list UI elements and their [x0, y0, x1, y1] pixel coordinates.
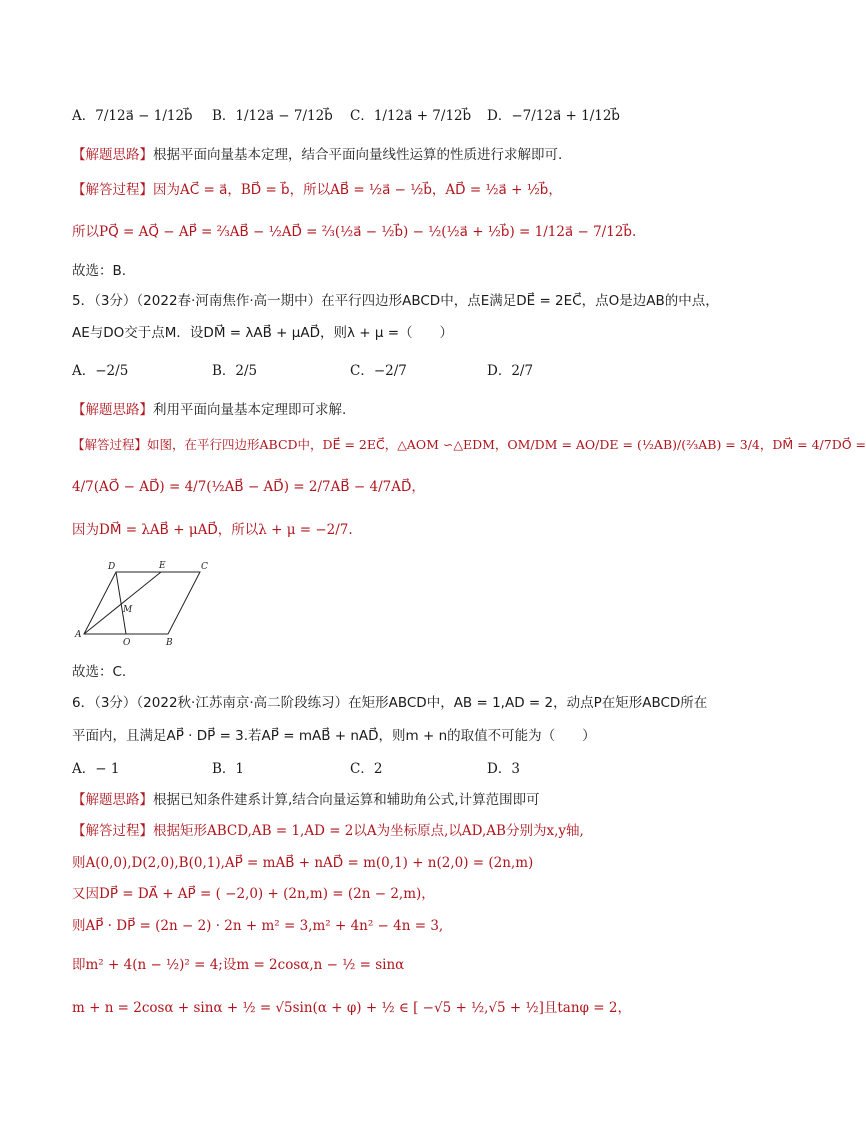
segment-ae	[84, 572, 161, 634]
idea-text: 根据平面向量基本定理，结合平面向量线性运算的性质进行求解即可.	[153, 147, 563, 163]
q4-option-b[interactable]: B．1/12a⃗ − 7/12b⃗	[212, 108, 333, 124]
process-tag: 【解答过程】	[72, 182, 153, 198]
segment-do	[116, 572, 126, 634]
q6-process-line-2: 则A(0,0),D(2,0),B(0,1),AP⃗ = mAB⃗ + nAD⃗ = m(0,1) + n(2,0) = (2n,m)	[72, 855, 534, 871]
idea-text: 利用平面向量基本定理即可求解.	[153, 402, 347, 418]
q6-option-c[interactable]: C．2	[350, 761, 383, 777]
parallelogram-abcd	[84, 572, 200, 634]
q6-option-d[interactable]: D．3	[487, 761, 520, 777]
q5-process-line-3: 因为DM⃗ = λAB⃗ + μAD⃗，所以λ + μ = −2/7.	[72, 522, 353, 538]
idea-tag: 【解题思路】	[72, 402, 153, 418]
q4-process-line-1	[72, 180, 732, 200]
process-tag: 【解答过程】	[72, 437, 148, 452]
process-text: 根据矩形ABCD,AB = 1,AD = 2以A为坐标原点,以AD,AB分别为x,y轴,	[153, 823, 584, 839]
q5-option-d[interactable]: D．2/7	[487, 363, 534, 379]
q5-option-c[interactable]: C．−2/7	[350, 363, 407, 379]
label-b: B	[166, 638, 173, 648]
q6-option-a[interactable]: A．− 1	[72, 761, 120, 777]
q5-idea	[72, 400, 732, 420]
q5-process-line-2: 4/7(AO⃗ − AD⃗) = 4/7(½AB⃗ − AD⃗) = 2/7AB⃗ − 4/7AD⃗，	[72, 479, 425, 495]
label-c: C	[201, 562, 208, 572]
q4-process-line-2: 所以PQ⃗ = AQ⃗ − AP⃗ = ⅔AB⃗ − ½AD⃗ = ⅔(½a⃗ − ½b⃗) − ½(½a⃗ + ½b⃗) = 1/12a⃗ − 7/12b⃗.	[72, 224, 637, 240]
idea-tag: 【解题思路】	[72, 147, 153, 163]
process-text: 如图，在平行四边形ABCD中，DE⃗ = 2EC⃗，△AOM ∽△EDM，OM/DM = AO/DE = (½AB)/(⅔AB) = 3/4，DM⃗ = 4/7DO⃗ =	[147, 437, 866, 452]
label-m: M	[123, 605, 133, 615]
label-d: D	[108, 562, 116, 572]
q5-option-b[interactable]: B．2/5	[212, 363, 258, 379]
q4-option-d[interactable]: D．−7/12a⃗ + 1/12b⃗	[487, 108, 621, 124]
q5-process-line-1	[72, 435, 866, 455]
q6-stem-line-2: 平面内，且满足AP⃗ · DP⃗ = 3.若AP⃗ = mAB⃗ + nAD⃗，则m + n的取值不可能为（ ）	[72, 728, 596, 744]
q5-option-a[interactable]: A．−2/5	[72, 363, 129, 379]
label-o: O	[123, 638, 131, 648]
q6-process-line-1	[72, 821, 732, 841]
q6-process-line-5: 即m² + 4(n − ½)² = 4;设m = 2cosα,n − ½ = sinα	[72, 957, 405, 973]
label-a: A	[75, 630, 82, 640]
process-text: 因为AC⃗ = a⃗，BD⃗ = b⃗，所以AB⃗ = ½a⃗ − ½b⃗，AD⃗ = ½a⃗ + ½b⃗，	[153, 182, 562, 198]
label-e: E	[159, 561, 166, 571]
q5-stem-line-1: 5．（3分）（2022春·河南焦作·高一期中）在平行四边形ABCD中，点E满足DE⃗ = 2EC⃗，点O是边AB的中点，	[72, 293, 719, 309]
q4-option-c[interactable]: C．1/12a⃗ + 7/12b⃗	[350, 108, 472, 124]
q4-option-a[interactable]: A．7/12a⃗ − 1/12b⃗	[72, 108, 193, 124]
idea-text: 根据已知条件建系计算,结合向量运算和辅助角公式,计算范围即可	[153, 792, 540, 808]
q5-answer: 故选：C.	[72, 664, 127, 680]
q6-process-line-4: 则AP⃗ · DP⃗ = (2n − 2) · 2n + m² = 3,m² + 4n² − 4n = 3,	[72, 918, 444, 934]
q4-idea	[72, 145, 732, 165]
q6-process-line-3: 又因DP⃗ = DA⃗ + AP⃗ = ( −2,0) + (2n,m) = (2n − 2,m)，	[72, 886, 435, 902]
process-tag: 【解答过程】	[72, 823, 153, 839]
q6-idea	[72, 790, 732, 810]
q6-stem-line-1: 6．（3分）（2022秋·江苏南京·高二阶段练习）在矩形ABCD中，AB = 1,AD = 2，动点P在矩形ABCD所在	[72, 695, 708, 711]
parallelogram-figure	[68, 556, 218, 646]
q4-answer: 故选：B.	[72, 263, 127, 279]
q5-stem-line-2: AE与DO交于点M．设DM⃗ = λAB⃗ + μAD⃗，则λ + μ =（ ）	[72, 325, 454, 341]
q6-option-b[interactable]: B．1	[212, 761, 245, 777]
q6-process-line-6: m + n = 2cosα + sinα + ½ = √5sin(α + φ) + ½ ∈ [ −√5 + ½,√5 + ½]且tanφ = 2，	[72, 1000, 631, 1016]
idea-tag: 【解题思路】	[72, 792, 153, 808]
